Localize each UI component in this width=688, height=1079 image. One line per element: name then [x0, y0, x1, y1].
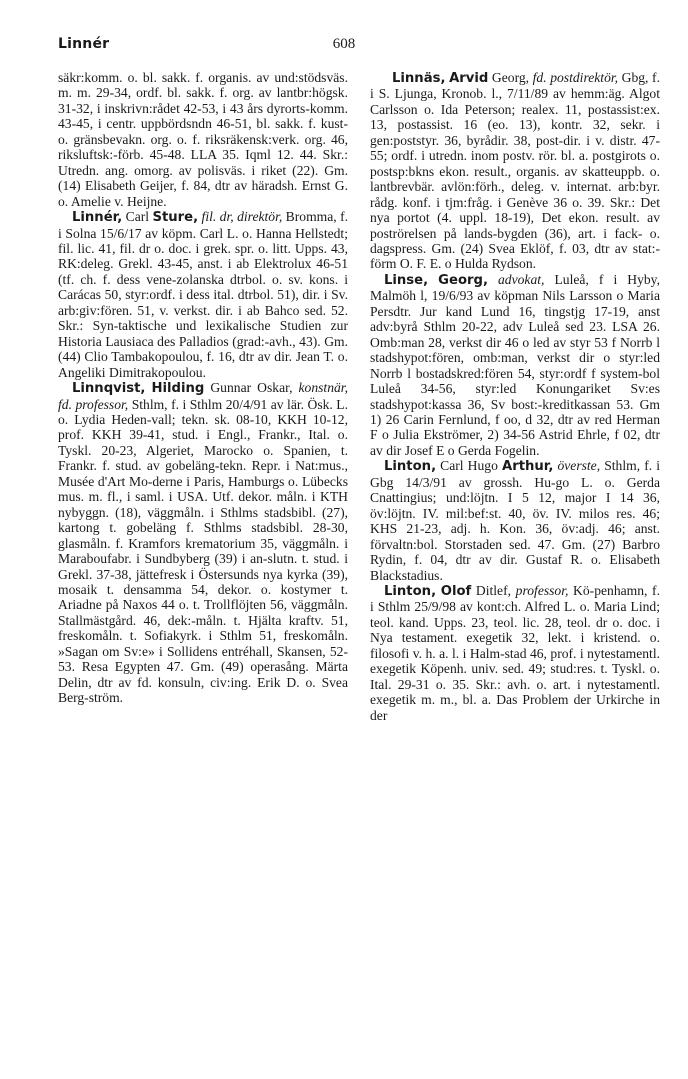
entry-given-bold: Arthur,: [501, 459, 554, 475]
entry-surname: Linnér,: [72, 210, 123, 226]
entry-given-post: Ditlef,: [471, 582, 512, 598]
entry-title: överste,: [553, 458, 601, 474]
page-number: 608: [332, 36, 356, 52]
entry-text: Kö-penhamn, f. i Sthlm 25/9/98 av kont:ch. Alfred L. o. Maria Lind; teol. kand. Upps. 23, teol. lic. 28, teol. dr o. doc. i Nya testament. exegetik 32, lekt. i kristend. o. filosofi v. h. a. l. i Halm-stad 46, prof. i nytestamentl. exegetik Köpenh. univ. sed. 49; stud:res. t. Tyskl. o. Ital. 29-31 o. 35. Skr.: avh. o. art. i nytestamentl. exegetik m. m., bl. a. Das Problem der Urkirche in der: [370, 582, 660, 723]
entry-text: Luleå, f i Hyby, Malmöh l, 19/6/93 av köpman Nils Larsson o Maria Persdtr. Jur kand Lund 16, tingstjg 17-19, anst adv:byrå Sthlm 20-22, adv Luleå sed 23. LSA 26. Omb:man 28, verkst dir 46 o led av styr 53 f Norrb l stadshypot:fören, omb:man, verkst dir o styr:led Norrb l bostadskred:fören 54, styr:ordf f system-bol Luleå 34-56, styr:led Konungariket Sv:es stadshypot:kassa 36, Sv bost:-kreditkassan 53. Gm 1) 26 Carin Fernlund, f oo, d 32, dtr av red Herman F o Julia Ekströmer, 2) 34-56 Astrid Ehrle, f 02, dtr av dir Josef E o Gerda Fogelin.: [370, 271, 660, 458]
entry-title: fd. postdirektör,: [529, 70, 619, 85]
entry-linton-arthur: [370, 458, 660, 583]
page-header: [0, 36, 688, 60]
entry-linner: [58, 209, 348, 380]
left-column: [58, 70, 348, 706]
entry-linnas: [370, 70, 660, 272]
entry-text: säkr:komm. o. bl. sakk. f. organis. av und:stödsväs. m. m. 29-34, ordf. bl. sakk. f. org. av lantbr:högsk. 31-32, i inskrivn:rådet 42-53, i 43 års dyrorts-komm. 43-45, i centr. uppbördsndn 46-51, bl. sakk. f. kust- o. gränsbevakn. org. o. f. riksräkensk:verk. org. 46, riksluftsk:-förb. 45-48. LLA 35. Iqml 12. 44. Skr.: Utredn. ang. omorg. av polisväs. i riket (22). Gm. (14) Elisabeth Geijer, f. 84, dtr av häradsh. Ernst G. o. Amelie v. Heijne.: [58, 70, 348, 209]
entry-given-bold: Hilding: [151, 381, 205, 397]
right-column: [370, 70, 660, 723]
entry-given-post: Georg,: [488, 70, 530, 85]
entry-text: Sthlm, f. i Gbg 14/3/91 av grossh. Hu-go L. o. Gerda Cnattingius; und:löjtn. I 5 12, major I 14 36, öv:löjtn. IV. mil:bef:st. 40, öv. IV. milos res. 46; KHS 21-23, adj. h. Kon. 36, öv:adj. 46; anst. förvaltn:bol. Storstaden sed. 47. Gm. (27) Barbro Rydin, f. 04, dtr av dir. Gustaf R. o. Elisabeth Blackstadius.: [370, 458, 661, 583]
entry-given-pre: Carl: [122, 209, 153, 225]
entry-text: Gbg, f. i S. Ljunga, Kronob. l., 7/11/89 av hemm:äg. Algot Carlsson o. Ida Peterson; realex. 11, postassist:ex. 13, postassist. 16 (eo. 13), kontr. 32, sekr. i gen:poststyr. 36, byrådir. 38, post-dir. i v. distr. 47-55; ordf. i utredn. inom postv. rör. bl. a. postgirots o. postsp:bkns ekon. result., organis. av skatteuppb. o. lantbrevbär. avlön:förh., deleg. v. internat. arb:byr. rådg. konf. i tjm:fråg. i Genève 36 o. 39. Skr.: Det nya portot (4. uppl. 18-19), Det ekon. result. av poströrelsen på lands-bygden (36), art. i fack- o. dagspress. Gm. (24) Svea Eklöf, f. 03, dtr av stat:-förm O. F. E. o Hulda Rydson.: [370, 70, 660, 272]
entry-title: advokat,: [487, 271, 545, 287]
entry-given-bold: Sture,: [152, 210, 199, 226]
entry-title: professor,: [511, 582, 569, 598]
entry-given-pre: [428, 272, 438, 287]
entry-title: konstnär, fd. professor,: [58, 380, 348, 412]
entry-given-pre: Carl Hugo: [436, 458, 502, 474]
entry-given-bold: Olof: [440, 583, 472, 599]
entry-linse: [370, 272, 660, 458]
running-head: Linnér: [58, 36, 110, 52]
entry-given-bold: Arvid: [449, 71, 489, 86]
entry-title: fil. dr, direktör,: [198, 209, 283, 225]
entry-surname: Linton,: [384, 459, 437, 475]
entry-given-bold: Georg,: [438, 272, 488, 288]
entry-linton-olof: [370, 583, 660, 723]
entry-continuation: [58, 70, 348, 209]
entry-given-post: Gunnar Oskar,: [204, 380, 293, 396]
entry-surname: Linton,: [384, 583, 437, 599]
entry-linnqvist: [58, 380, 348, 706]
entry-surname: Linnqvist,: [72, 381, 146, 397]
entry-surname: Linse,: [384, 272, 429, 288]
entry-text: Bromma, f. i Solna 15/6/17 av köpm. Carl L. o. Hanna Hellstedt; fil. lic. 41, fil. dr o. doc. i grek. spr. o. litt. Upps. 43, RK:deleg. Grekl. 43-45, anst. i ab Elektrolux 46-51 (tf. ch. f. dess vene-zolanska dtrbol. o. sv. kons. i Carácas 50, styr:ordf. i dess ital. dtrbol. 51), dir. i Sv. arb:giv:fören. 51, v. verkst. dir. i ab Bahco sed. 52. Skr.: Syn-taktische und lexikalische Studien zur Historia Lausiaca des Palladios (grad:-avh., 43). Gm. (44) Clio Tambakopoulou, f. 16, dtr av dir. Jean T. o. Angeliki Dimitrakopoulou.: [58, 209, 348, 380]
entry-text: Sthlm, f. i Sthlm 20/4/91 av lär. Ösk. L. o. Lydia Heden-vall; tekn. sk. 08-10, KKH 10-12, prof. KKH 39-41, stud. i Engl., Frankr., Ital. o. Tyskl. 20-23, Algeriet, Marocko o. Spanien, t. Frankr. f. stud. av gobeläng-tekn. Repr. i Nat:mus., Musée d'Art Mo-derne i Paris, Hamburgs o. Lübecks mus. m. fl., i saml. i USA. Utf. dekor. måln. i KTH nybyggn. (18), väggmåln. i Sthlms stadsbibl. (27), kartong t. gobeläng f. Sthlms stadsbibl. 28-30, glasmåln. f. Kramfors krematorium 35, väggmåln. i Maraboufabr. i Sundbyberg (39) i an-slutn. t. stud. i Grekl. 37-38, jättefresk i Östersunds nya kyrka (39), mosaik t. densamma 54, dekor. o. kostymer t. Ariadne på Naxos 44 o. t. Trollflöjten 56, väggmåln. Stallmästgård. 46, dek:-måln. t. Hjälta kraftv. 51, freskomåln. t. Sofiakyrk. i Sthlm 51, freskomåln. »Sagan om Sv:e» i Sollidens entréhall, Skansen, 52-53. Resa Egypten 47. Gm. (49) operasång. Märta Delin, dtr av fd. konsuln, civ:ing. Erik D. o. Svea Berg-ström.: [58, 396, 349, 706]
entry-surname: Linnäs,: [392, 71, 446, 86]
